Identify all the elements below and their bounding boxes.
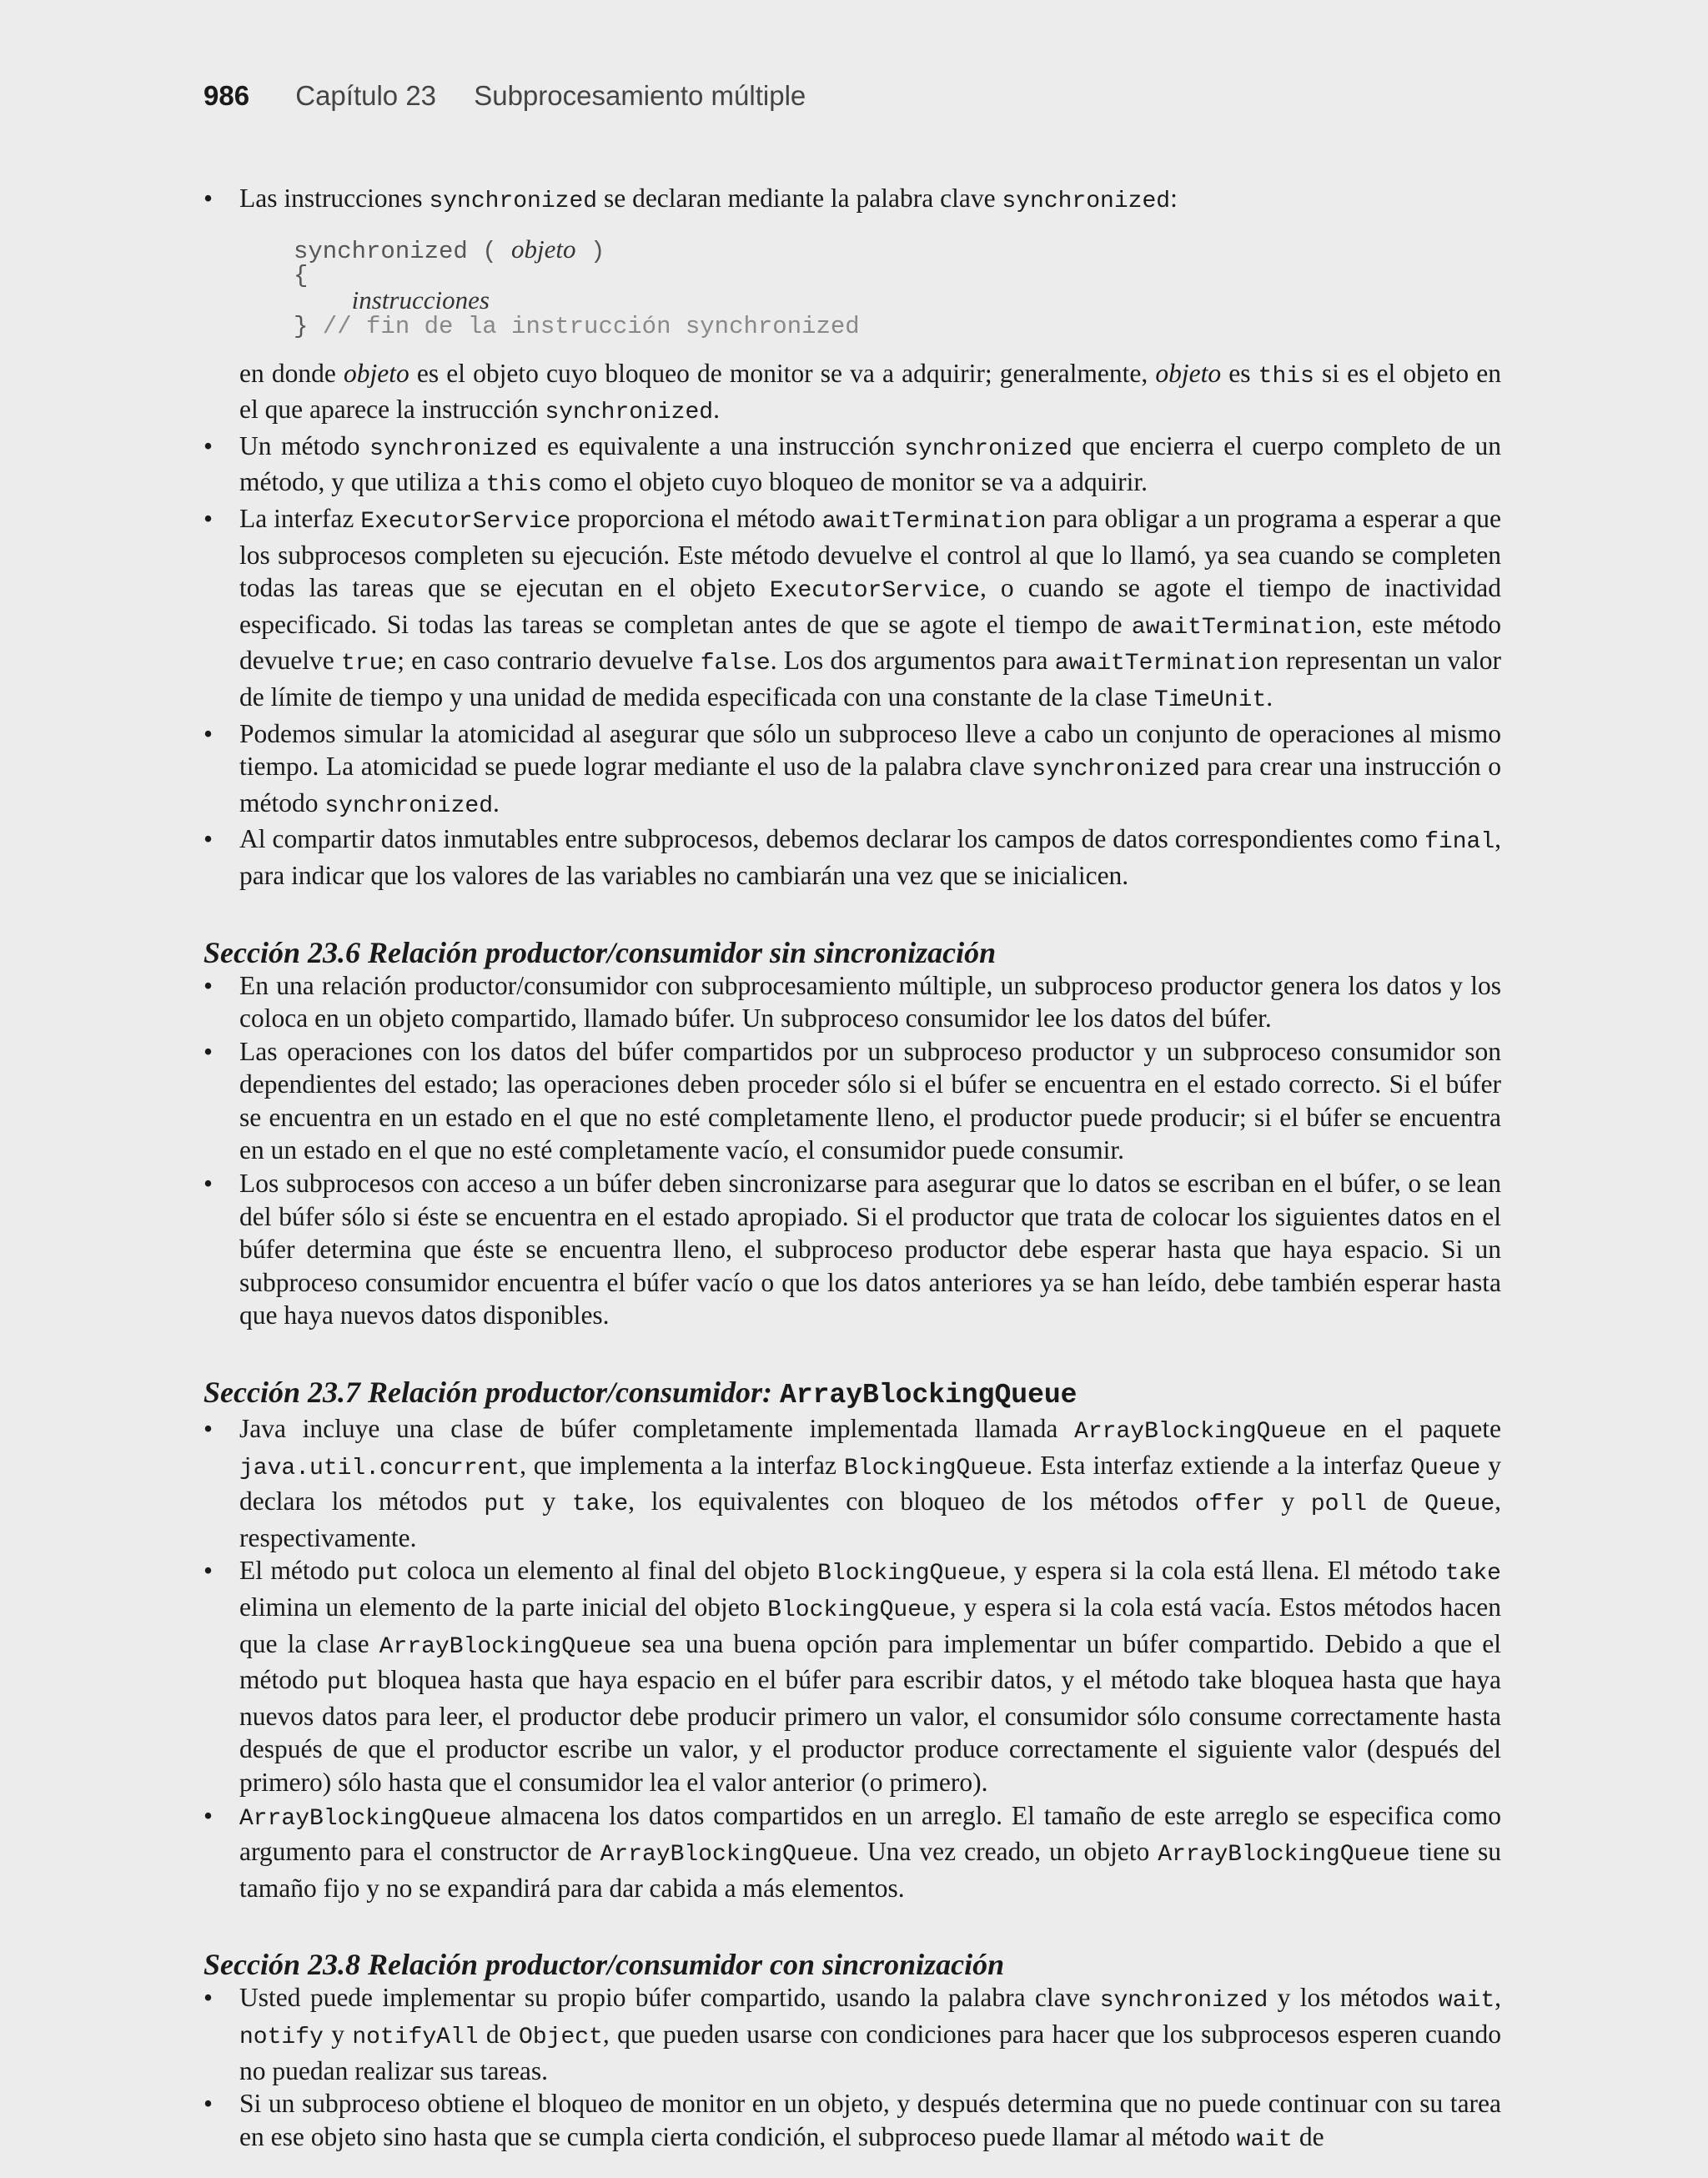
code-term: ArrayBlockingQueue: [1158, 1842, 1410, 1869]
italic-term: objeto: [1155, 358, 1222, 388]
text: y: [525, 1486, 572, 1517]
page-body: [203, 182, 1501, 2156]
text: de: [478, 2019, 520, 2049]
code-term: take: [571, 1491, 629, 1518]
text: en el paquete: [1326, 1414, 1501, 1444]
list-item: [203, 1799, 1501, 1905]
bullet-icon: •: [203, 2089, 214, 2119]
code-term: ArrayBlockingQueue: [379, 1633, 632, 1660]
text: tiene su tamaño fijo y no se expandirá para dar cabida a más elementos.: [239, 1837, 1501, 1903]
text: coloca un elemento al final del objeto: [399, 1556, 818, 1586]
text: , los equivalentes con bloqueo de los métodos: [628, 1486, 1195, 1517]
code-term: notifyAll: [352, 2024, 479, 2050]
section-heading-23-7: [203, 1376, 1501, 1412]
text: para crear una instrucción o método: [239, 752, 1501, 817]
text: y declara los métodos: [239, 1450, 1502, 1517]
chapter-label: Capítulo 23: [295, 80, 437, 111]
list-item: [203, 182, 1501, 219]
text: Los subprocesos con acceso a un búfer deben sincronizarse para asegurar que lo datos se escriban en el búfer, o se lean del búfer sólo si éste se encuentra en el estado apropiado. Si el productor que trata de colocar los siguientes datos en el búfer determina que éste se encuentra lleno, el subproceso productor debe esperar hasta que haya espacio. Si un subproceso consumidor encuentra el búfer vacío o que los datos anteriores ya se han leído, debe también esperar hasta que haya nuevos datos disponibles.: [239, 1169, 1501, 1330]
code-term: synchronized: [324, 792, 494, 819]
code-snippet: [294, 234, 1501, 340]
text: La interfaz: [239, 503, 361, 533]
text: El método: [239, 1556, 358, 1586]
code-term: ArrayBlockingQueue: [1074, 1419, 1327, 1446]
code-term: wait: [1438, 1988, 1495, 2015]
text: .: [1266, 682, 1273, 712]
code-term: put: [484, 1491, 526, 1518]
bullet-icon: •: [203, 1036, 214, 1066]
text: Java incluye una clase de búfer completamente implementada llamada: [239, 1414, 1075, 1444]
text: Usted puede implementar su propio búfer compartido, usando la palabra clave: [239, 1983, 1100, 2013]
heading-code-term: ArrayBlockingQueue: [780, 1380, 1078, 1411]
text: para obligar a un programa a esperar a que los subprocesos completen su ejecución. Este método devuelve el control al que lo llamó, ya sea cuando se completen todas las tareas que se ejecutan en el objeto: [239, 503, 1501, 603]
text: si es el objeto en el que aparece la instrucción: [239, 358, 1501, 425]
code-term: wait: [1236, 2126, 1293, 2153]
code-brace: {: [294, 261, 309, 289]
bullet-icon: •: [203, 503, 214, 533]
text: Las operaciones con los datos del búfer compartidos por un subproceso productor y un subproceso consumidor son dependientes del estado; las operaciones deben proceder sólo si el búfer se encuentra en el estado correcto. Si el búfer se encuentra en un estado en el que no esté completamente lleno, el productor puede producir; si el búfer se encuentra en un estado en el que no esté completamente vacío, el consumidor puede consumir.: [239, 1036, 1501, 1165]
text: Las instrucciones: [239, 184, 430, 213]
code-comment: // fin de la instrucción synchronized: [308, 312, 860, 340]
text: almacena los datos compartidos en un arreglo. El tamaño de este arreglo se especifica como argumento para el constructor de: [239, 1800, 1501, 1867]
text: :: [1170, 184, 1178, 213]
text: representan un valor de límite de tiempo y una unidad de medida especificada con una constante de la clase: [239, 646, 1501, 712]
code-term: awaitTermination: [821, 508, 1047, 535]
text: .: [493, 787, 500, 817]
text: en donde: [239, 358, 344, 388]
code-text: ): [575, 237, 605, 265]
list-item: [203, 2087, 1501, 2156]
text: proporciona el método: [570, 503, 822, 533]
code-term: ArrayBlockingQueue: [239, 1805, 492, 1832]
text: ; en caso contrario devuelve: [397, 646, 701, 676]
text: Podemos simular la atomicidad al asegurar que sólo un subproceso lleve a cabo un conjunto de operaciones al mismo tiempo. La atomicidad se puede lograr mediante el uso de la palabra clave: [239, 718, 1501, 782]
text: . Los dos argumentos para: [770, 646, 1055, 676]
code-term: false: [700, 651, 771, 677]
code-term: awaitTermination: [1131, 614, 1356, 641]
text: elimina un elemento de la parte inicial del objeto: [239, 1592, 768, 1622]
list-item: [203, 1554, 1501, 1798]
bullet-icon: •: [203, 718, 214, 748]
text: sea una buena opción para implementar un búfer compartido. Debido a que el método: [239, 1628, 1502, 1695]
bullet-icon: •: [203, 1414, 214, 1444]
code-term: ArrayBlockingQueue: [600, 1842, 853, 1869]
code-term: TimeUnit: [1153, 687, 1267, 713]
list-item: [203, 1167, 1501, 1332]
list-item-continuation: [203, 357, 1501, 430]
code-term: BlockingQueue: [817, 1561, 1000, 1587]
code-term: synchronized: [369, 435, 538, 462]
code-term: synchronized: [1099, 1988, 1268, 2015]
text: Si un subproceso obtiene el bloqueo de monitor en un objeto, y después determina que no puede continuar con su tarea en ese objeto sino hasta que se cumpla cierta condición, el subproceso puede llamar al método: [239, 2089, 1501, 2151]
code-term: true: [341, 651, 398, 677]
code-placeholder: instrucciones: [351, 284, 490, 314]
section-heading-23-6: Sección 23.6 Relación productor/consumidor sin sincronización: [203, 935, 997, 969]
list-item: [203, 1035, 1501, 1167]
text: Un método: [239, 430, 369, 460]
code-term: BlockingQueue: [767, 1597, 950, 1623]
bullet-icon: •: [203, 1556, 214, 1586]
heading-text: Sección 23.7 Relación productor/consumidor:: [203, 1376, 781, 1410]
text: es el objeto cuyo bloqueo de monitor se va a adquirir; generalmente,: [409, 358, 1156, 388]
text: de: [1367, 1486, 1425, 1517]
bullet-icon: •: [203, 430, 214, 460]
bullet-icon: •: [203, 184, 214, 213]
code-term: poll: [1310, 1491, 1368, 1518]
list-item: [203, 502, 1501, 717]
code-term: Queue: [1424, 1491, 1495, 1518]
code-term: this: [1258, 363, 1314, 390]
code-keyword: synchronized (: [294, 237, 512, 265]
running-header: [203, 80, 806, 112]
page-number: 986: [203, 80, 250, 111]
code-term: awaitTermination: [1054, 651, 1279, 677]
text: de: [1292, 2121, 1324, 2151]
text: , y espera si la cola está vacía. Estos métodos hacen que la clase: [239, 1592, 1502, 1658]
text: En una relación productor/consumidor con subprocesamiento múltiple, un subproceso productor genera los datos y los coloca en un objeto compartido, llamado búfer. Un subproceso consumidor lee los datos del búfer.: [239, 970, 1501, 1034]
text: Al compartir datos inmutables entre subprocesos, debemos declarar los campos de datos correspondientes como: [239, 824, 1425, 854]
list-item: [203, 1412, 1501, 1554]
text: es equivalente a una instrucción: [537, 430, 905, 460]
text: es: [1221, 358, 1258, 388]
code-term: synchronized: [904, 435, 1073, 462]
code-term: ExecutorService: [360, 508, 571, 535]
text: , este método devuelve: [239, 609, 1501, 676]
chapter-title: Subprocesamiento múltiple: [474, 80, 806, 111]
bullet-icon: •: [203, 970, 214, 1000]
code-brace: }: [294, 312, 309, 340]
code-term: take: [1444, 1561, 1501, 1587]
text: , respectivamente.: [239, 1486, 1502, 1552]
text: ,: [1494, 1983, 1501, 2013]
code-term: Queue: [1410, 1455, 1481, 1481]
text: y: [1264, 1486, 1311, 1517]
text: , o cuando se agote el tiempo de inactividad especificado. Si todas las tareas se completan antes de que se agote el tiempo de: [239, 573, 1501, 639]
code-term: notify: [239, 2024, 324, 2050]
bullet-icon: •: [203, 824, 214, 854]
text: que encierra el cuerpo completo de un método, y que utiliza a: [239, 430, 1501, 497]
code-term: java.util.concurrent: [239, 1455, 520, 1481]
code-term: synchronized: [1002, 189, 1171, 214]
code-term: BlockingQueue: [843, 1455, 1027, 1481]
code-placeholder: objeto: [511, 234, 576, 264]
list-item: [203, 822, 1501, 892]
code-term: synchronized: [545, 400, 714, 426]
code-term: ExecutorService: [769, 578, 980, 605]
text: , para indicar que los valores de las variables no cambiarán una vez que se inicialicen.: [239, 824, 1501, 890]
text: y: [323, 2019, 353, 2049]
text: bloquea hasta que haya espacio en el búfer para escribir datos, y el método take bloquea hasta que haya nuevos datos para leer, el productor debe producir primero un valor, el consumidor sólo consume correctamente hasta después de que el productor escribe un valor, y el productor produce correctamente el siguiente valor (después del primero) sólo hasta que el consumidor lea el valor anterior (o primero).: [239, 1665, 1501, 1797]
text: , que implementa a la interfaz: [520, 1450, 844, 1480]
text: , y espera si la cola está llena. El método: [999, 1556, 1445, 1586]
list-item: [203, 969, 1501, 1035]
section-heading-23-8: Sección 23.8 Relación productor/consumidor con sincronización: [203, 1948, 1005, 1982]
code-term: offer: [1194, 1491, 1265, 1518]
text: . Esta interfaz extiende a la interfaz: [1026, 1450, 1411, 1480]
bullet-icon: •: [203, 1800, 214, 1830]
text: como el objeto cuyo bloqueo de monitor se va a adquirir.: [541, 467, 1148, 497]
code-term: put: [357, 1561, 399, 1587]
code-term: put: [326, 1670, 369, 1697]
text: .: [713, 395, 720, 425]
code-term: synchronized: [429, 189, 598, 214]
code-term: this: [485, 472, 542, 499]
code-term: synchronized: [1032, 757, 1200, 783]
code-term: Object: [519, 2024, 603, 2050]
text: . Una vez creado, un objeto: [852, 1837, 1158, 1867]
bullet-icon: •: [203, 1169, 214, 1199]
code-term: final: [1424, 829, 1495, 856]
text: , que pueden usarse con condiciones para hacer que los subprocesos esperen cuando no puedan realizar sus tareas.: [239, 2019, 1502, 2085]
list-item: [203, 717, 1501, 823]
text: se declaran mediante la palabra clave: [597, 184, 1002, 213]
list-item: [203, 1981, 1501, 2087]
italic-term: objeto: [344, 358, 409, 388]
list-item: [203, 430, 1501, 502]
bullet-icon: •: [203, 1983, 214, 2013]
text: y los métodos: [1268, 1983, 1439, 2013]
